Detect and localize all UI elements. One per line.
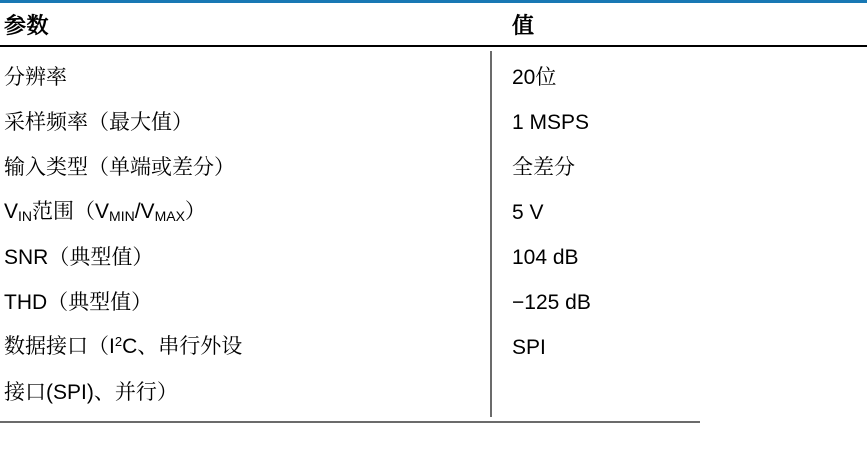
table-row (0, 280, 867, 325)
cell-parameter-data-interface (0, 333, 497, 363)
vin-v: V (4, 200, 19, 223)
interface-prefix: 数据接口（I (4, 334, 115, 358)
cell-parameter: 采样频率（最大值） (4, 110, 193, 134)
vmin-sub: MIN (109, 208, 135, 224)
table-row (0, 325, 867, 370)
cell-value: −125 dB (512, 290, 591, 314)
cell-value: 104 dB (512, 245, 579, 269)
table-body (0, 47, 867, 421)
cell-parameter: 分辨率 (4, 65, 67, 89)
vin-sub: IN (18, 208, 33, 224)
table-row (0, 190, 867, 235)
cell-parameter: SNR（典型值） (4, 245, 154, 269)
table-row (0, 235, 867, 280)
vin-slash: / (134, 200, 141, 223)
table-header-row (0, 3, 867, 45)
vmax-sub: MAX (154, 208, 185, 224)
interface-superscript: 2 (114, 333, 123, 349)
cell-value: 全差分 (512, 155, 575, 179)
cell-parameter-vin-range (0, 198, 497, 227)
vin-range-text: 范围（ (32, 200, 96, 223)
header-cell-parameter: 参数 (4, 12, 50, 38)
cell-value: SPI (512, 335, 546, 359)
vmin-v: V (95, 200, 110, 223)
cell-parameter-continuation: 接口(SPI)、并行） (4, 380, 178, 404)
cell-value: 1 MSPS (512, 110, 590, 134)
table-bottom-rule (0, 421, 700, 423)
table-row (0, 100, 867, 145)
cell-value: 20位 (512, 65, 557, 89)
header-cell-value: 值 (512, 12, 535, 38)
table-row (0, 55, 867, 100)
interface-suffix: C、串行外设 (122, 334, 243, 358)
vmax-v: V (140, 200, 155, 223)
table-row (0, 145, 867, 190)
vin-close: ） (184, 200, 206, 223)
table-row-continuation (0, 370, 867, 415)
cell-parameter: THD（典型值） (4, 290, 153, 314)
cell-parameter: 输入类型（单端或差分） (4, 155, 235, 179)
cell-value: 5 V (512, 200, 544, 224)
